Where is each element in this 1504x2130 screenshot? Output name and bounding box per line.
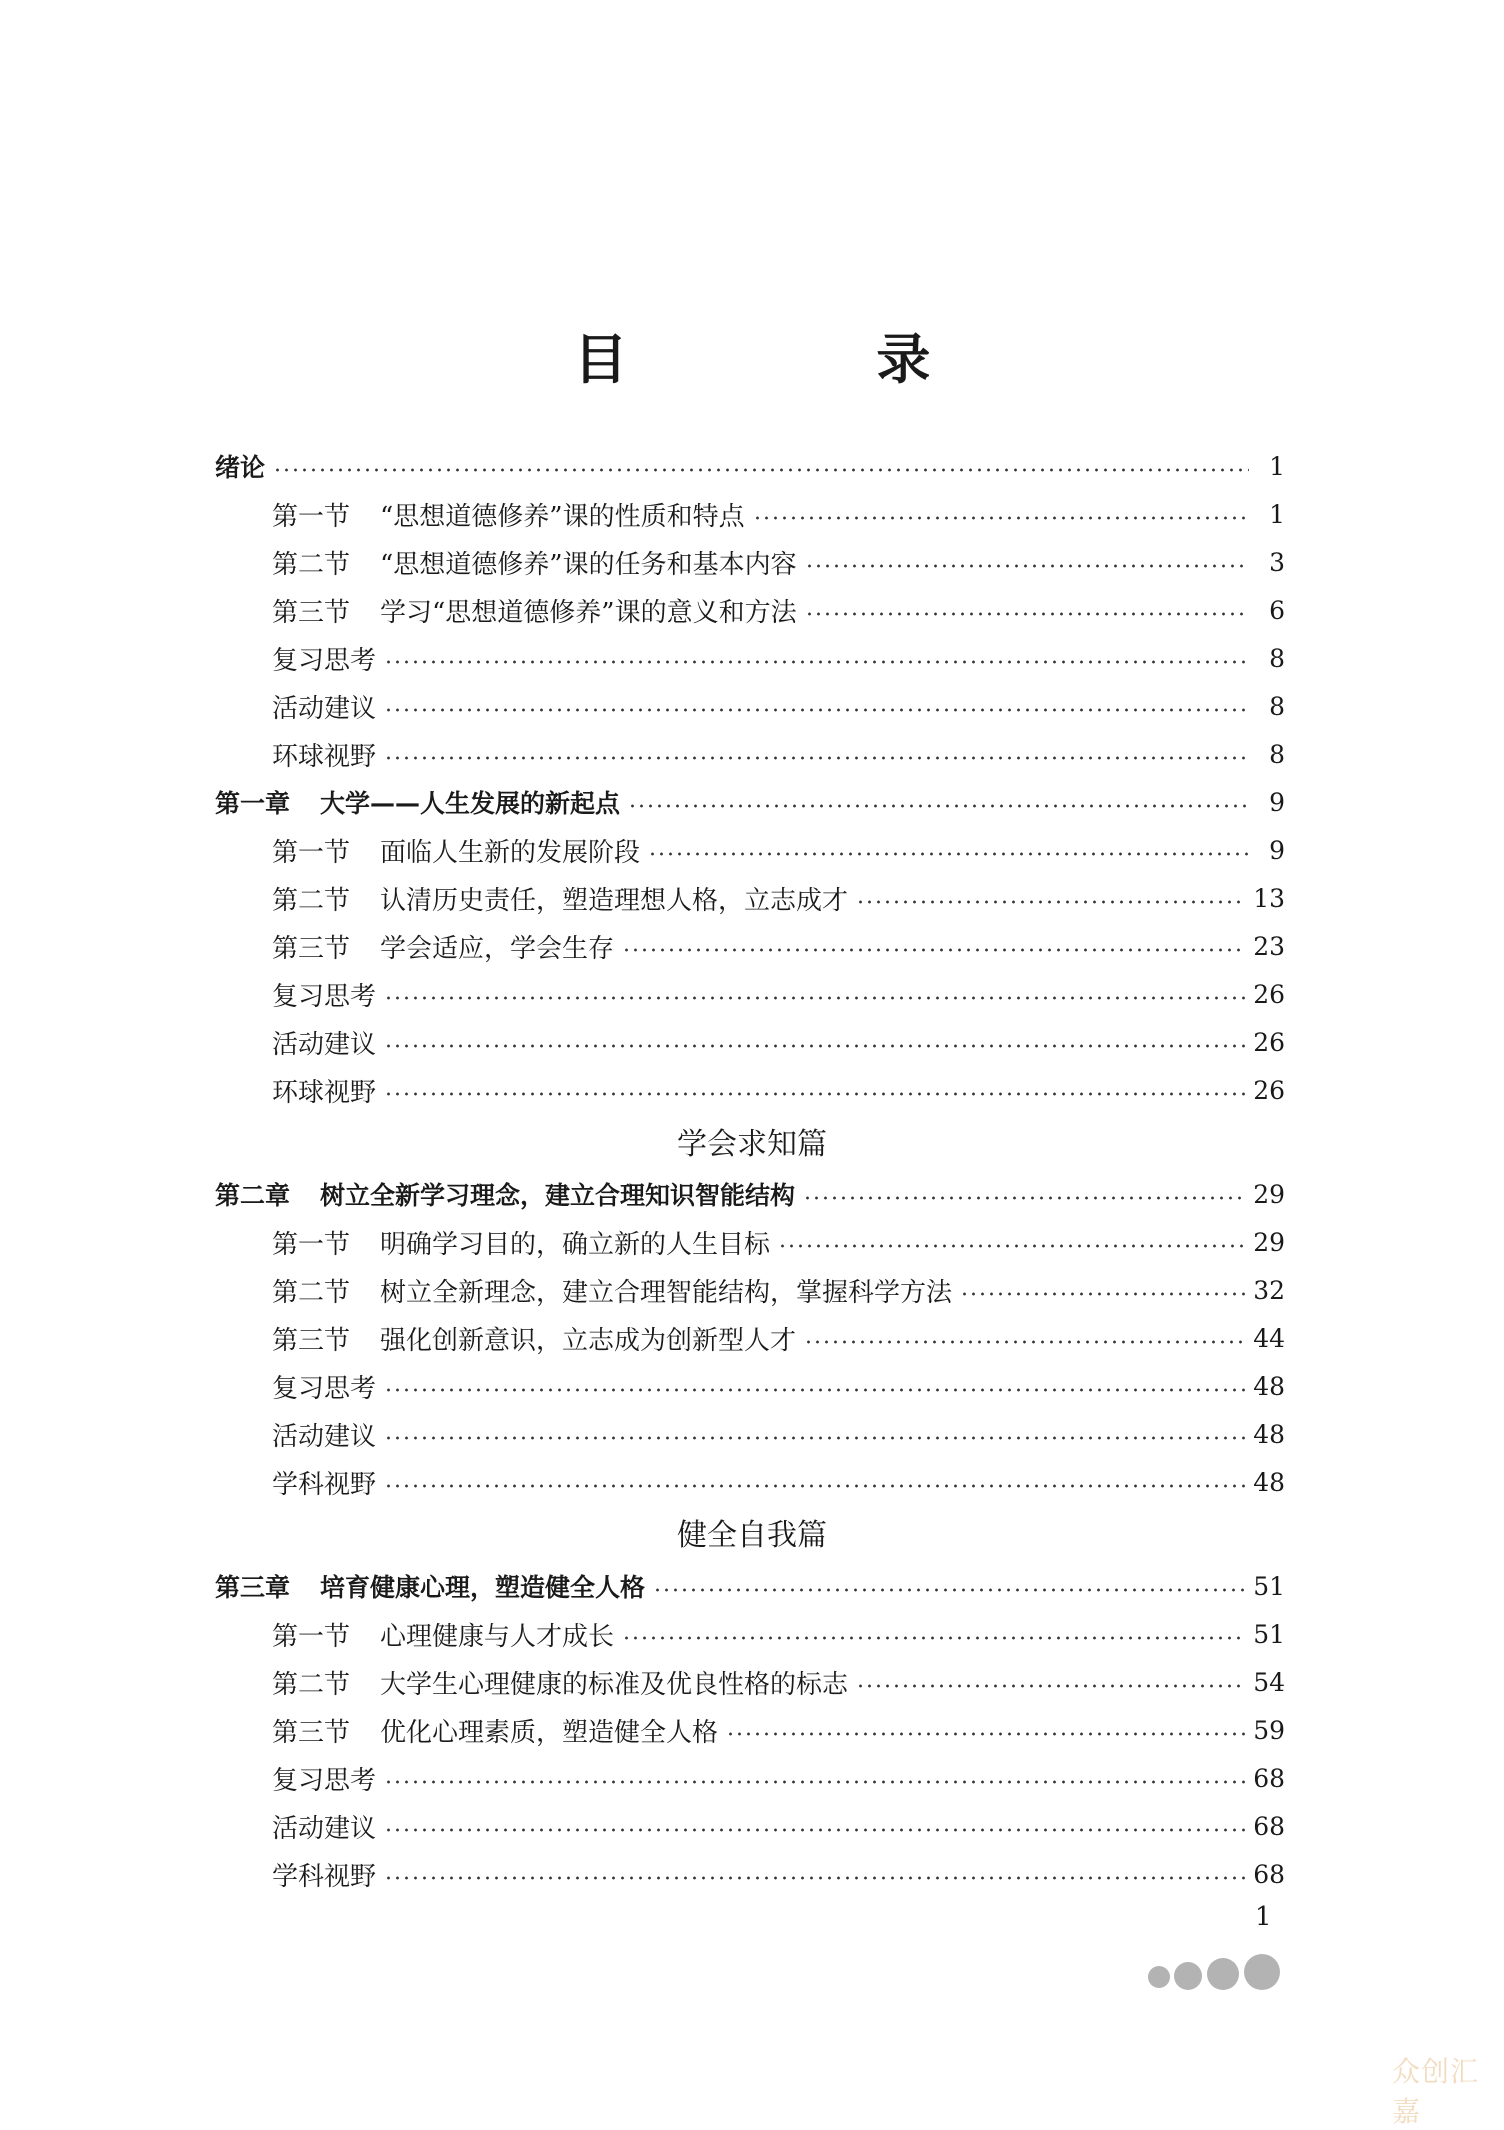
toc-title: 目 录 xyxy=(573,328,1046,391)
toc-entry-title: 复习思考 xyxy=(272,1765,377,1796)
toc-entry-label xyxy=(272,880,848,917)
dot-leader xyxy=(778,1244,1245,1248)
toc-section-entry[interactable] xyxy=(272,922,1285,970)
toc-entry-page: 68 xyxy=(1253,1811,1285,1841)
toc-entry-label xyxy=(272,1464,376,1501)
toc-entry-page: 29 xyxy=(1253,1179,1285,1209)
toc-entry-title: 大学生心理健康的标准及优良性格的标志 xyxy=(380,1669,849,1700)
toc-entry-number: 第三节 xyxy=(272,597,351,628)
toc-chapter-entry[interactable] xyxy=(215,778,1285,826)
toc-entry-title: 优化心理素质，塑造健全人格 xyxy=(380,1717,719,1748)
toc-entry-label xyxy=(272,1320,796,1357)
page-number: 1 xyxy=(1255,1902,1272,1932)
dot-leader xyxy=(384,660,1249,664)
dot-leader xyxy=(384,1436,1245,1440)
toc-entry-label xyxy=(215,784,620,820)
toc-entry-page: 1 xyxy=(1269,499,1285,529)
toc-entry-title: 复习思考 xyxy=(272,981,377,1012)
dot-leader xyxy=(648,852,1249,856)
toc-entry-title: 学科视野 xyxy=(272,1861,377,1892)
toc-entry-label xyxy=(272,1368,376,1405)
toc-chapter-entry[interactable] xyxy=(215,1170,1285,1218)
toc-section-entry[interactable] xyxy=(272,1706,1285,1754)
toc-entry-number: 第一章 xyxy=(215,789,291,818)
toc-section-entry[interactable] xyxy=(272,1266,1285,1314)
dot-leader xyxy=(804,1340,1245,1344)
toc-entry-title: 活动建议 xyxy=(272,1813,377,1844)
toc-entry-label xyxy=(272,1808,376,1845)
toc-section-entry[interactable] xyxy=(272,634,1285,682)
dot-leader xyxy=(856,900,1245,904)
toc-entry-page: 8 xyxy=(1269,739,1285,769)
toc-entry-label xyxy=(272,1224,770,1261)
toc-entry-page: 48 xyxy=(1253,1419,1285,1449)
toc-entry-title: 学习“思想道德修养”课的意义和方法 xyxy=(380,597,797,628)
toc-section-entry[interactable] xyxy=(272,970,1285,1018)
toc-entry-title: 活动建议 xyxy=(272,1029,377,1060)
toc-entry-label xyxy=(272,1856,376,1893)
toc-section-entry[interactable] xyxy=(272,1018,1285,1066)
toc-section-entry[interactable] xyxy=(272,874,1285,922)
toc-entry-label xyxy=(272,544,797,581)
toc-entry-page: 26 xyxy=(1253,1027,1285,1057)
dot-leader xyxy=(384,708,1249,712)
toc-entry-title: 强化创新意识，立志成为创新型人才 xyxy=(380,1325,797,1356)
toc-entry-page: 59 xyxy=(1253,1715,1285,1745)
dot-leader xyxy=(856,1684,1245,1688)
decor-dot-2 xyxy=(1174,1962,1202,1990)
toc-entry-number: 第三节 xyxy=(272,1325,351,1356)
toc-entry-title: 树立全新理念，建立合理智能结构，掌握科学方法 xyxy=(380,1277,953,1308)
dot-leader xyxy=(805,564,1249,568)
dot-leader xyxy=(384,996,1245,1000)
toc-entry-label xyxy=(215,1176,795,1212)
toc-entry-number: 第二节 xyxy=(272,1669,351,1700)
part-heading: 学会求知篇 xyxy=(677,1127,827,1162)
toc-entry-page: 9 xyxy=(1269,835,1285,865)
toc-section-entry[interactable] xyxy=(272,730,1285,778)
toc-entry-label xyxy=(272,1664,848,1701)
toc-entry-label xyxy=(272,928,614,965)
watermark: 众创汇嘉 xyxy=(1392,2055,1480,2128)
toc-entry-page: 29 xyxy=(1253,1227,1285,1257)
toc-entry-title: 环球视野 xyxy=(272,1077,377,1108)
dot-leader xyxy=(726,1732,1245,1736)
toc-section-entry[interactable] xyxy=(272,1066,1285,1114)
toc-chapter-entry[interactable] xyxy=(215,442,1285,490)
dot-leader xyxy=(384,1780,1245,1784)
toc-entry-page: 68 xyxy=(1253,1859,1285,1889)
toc-entry-number: 第二节 xyxy=(272,1277,351,1308)
toc-entry-label xyxy=(272,1760,376,1797)
toc-entry-label xyxy=(272,736,376,773)
toc-entry-title: “思想道德修养”课的任务和基本内容 xyxy=(380,549,797,580)
dot-leader xyxy=(803,1196,1245,1200)
dot-leader xyxy=(628,804,1249,808)
toc-entry-title: 绪论 xyxy=(215,453,266,482)
toc-section-entry[interactable] xyxy=(272,490,1285,538)
toc-entry-title: 培育健康心理，塑造健全人格 xyxy=(320,1573,646,1602)
toc-entry-title: 复习思考 xyxy=(272,1373,377,1404)
toc-entry-label xyxy=(272,592,797,629)
toc-chapter-entry[interactable] xyxy=(215,1562,1285,1610)
toc-entry-page: 23 xyxy=(1253,931,1285,961)
toc-section-entry[interactable] xyxy=(272,1362,1285,1410)
toc-entry-number: 第一节 xyxy=(272,837,351,868)
toc-entry-number: 第二节 xyxy=(272,549,351,580)
part-heading: 健全自我篇 xyxy=(677,1518,827,1553)
decor-dot-3 xyxy=(1207,1958,1239,1990)
dot-leader xyxy=(805,612,1249,616)
toc-section-entry[interactable] xyxy=(272,1754,1285,1802)
toc-entry-title: 环球视野 xyxy=(272,741,377,772)
toc-entry-number: 第一节 xyxy=(272,1229,351,1260)
toc-entry-label xyxy=(272,1616,614,1653)
toc-entry-number: 第二章 xyxy=(215,1181,291,1210)
toc-section-entry[interactable] xyxy=(272,1802,1285,1850)
dot-leader xyxy=(753,516,1249,520)
toc-section-entry[interactable] xyxy=(272,1658,1285,1706)
toc-entry-page: 54 xyxy=(1253,1667,1285,1697)
toc-entry-page: 8 xyxy=(1269,643,1285,673)
toc-section-entry[interactable] xyxy=(272,1458,1285,1506)
toc-entry-page: 48 xyxy=(1253,1371,1285,1401)
dot-leader xyxy=(384,1876,1245,1880)
toc-entry-title: 面临人生新的发展阶段 xyxy=(380,837,641,868)
toc-entry-label xyxy=(272,1712,718,1749)
toc-entry-page: 48 xyxy=(1253,1467,1285,1497)
toc-entry-page: 1 xyxy=(1269,451,1285,481)
decor-dot-1 xyxy=(1148,1966,1170,1988)
toc-entry-number: 第一节 xyxy=(272,1621,351,1652)
toc-entry-number: 第二节 xyxy=(272,885,351,916)
dot-leader xyxy=(384,1044,1245,1048)
toc-entry-page: 32 xyxy=(1253,1275,1285,1305)
toc-entry-page: 26 xyxy=(1253,1075,1285,1105)
dot-leader xyxy=(384,1092,1245,1096)
toc-entry-label xyxy=(215,1568,645,1604)
toc-entry-number: 第三章 xyxy=(215,1573,291,1602)
toc-entry-label xyxy=(272,1416,376,1453)
toc-entry-label xyxy=(272,496,745,533)
dot-leader xyxy=(384,756,1249,760)
toc-entry-page: 6 xyxy=(1269,595,1285,625)
toc-entry-title: 树立全新学习理念，建立合理知识智能结构 xyxy=(320,1181,796,1210)
toc-entry-number: 第三节 xyxy=(272,1717,351,1748)
toc-entry-label xyxy=(272,1024,376,1061)
toc-section-entry[interactable] xyxy=(272,1850,1285,1898)
toc-entry-label xyxy=(272,832,640,869)
toc-entry-page: 44 xyxy=(1253,1323,1285,1353)
toc-entry-title: 学会适应，学会生存 xyxy=(380,933,615,964)
dot-leader xyxy=(622,948,1245,952)
toc-entry-label xyxy=(272,640,376,677)
toc-entry-label xyxy=(272,1272,952,1309)
toc-entry-title: 明确学习目的，确立新的人生目标 xyxy=(380,1229,771,1260)
toc-section-entry[interactable] xyxy=(272,826,1285,874)
toc-entry-number: 第三节 xyxy=(272,933,351,964)
toc-entry-page: 3 xyxy=(1269,547,1285,577)
toc-section-entry[interactable] xyxy=(272,586,1285,634)
toc-section-entry[interactable] xyxy=(272,1314,1285,1362)
decor-dot-4 xyxy=(1244,1954,1280,1990)
toc-entry-title: 复习思考 xyxy=(272,645,377,676)
dot-leader xyxy=(384,1388,1245,1392)
dot-leader xyxy=(384,1828,1245,1832)
dot-leader xyxy=(384,1484,1245,1488)
toc-entry-page: 8 xyxy=(1269,691,1285,721)
toc-entry-page: 26 xyxy=(1253,979,1285,1009)
toc-entry-page: 68 xyxy=(1253,1763,1285,1793)
toc-entry-title: 心理健康与人才成长 xyxy=(380,1621,615,1652)
toc-entry-title: 大学——人生发展的新起点 xyxy=(320,789,621,818)
toc-entry-label xyxy=(272,976,376,1013)
toc-entry-title: “思想道德修养”课的性质和特点 xyxy=(380,501,745,532)
dot-leader xyxy=(622,1636,1245,1640)
toc-section-entry[interactable] xyxy=(272,538,1285,586)
dot-leader xyxy=(653,1588,1245,1592)
toc-entry-label xyxy=(272,688,376,725)
toc-section-entry[interactable] xyxy=(272,1610,1285,1658)
toc-entry-title: 学科视野 xyxy=(272,1469,377,1500)
toc-entry-page: 51 xyxy=(1253,1619,1285,1649)
toc-entry-title: 认清历史责任，塑造理想人格，立志成才 xyxy=(380,885,849,916)
toc-section-entry[interactable] xyxy=(272,1410,1285,1458)
toc-entry-page: 9 xyxy=(1269,787,1285,817)
toc-entry-page: 13 xyxy=(1253,883,1285,913)
toc-section-entry[interactable] xyxy=(272,682,1285,730)
dot-leader xyxy=(273,468,1249,472)
toc-entry-label xyxy=(272,1072,376,1109)
dot-leader xyxy=(960,1292,1245,1296)
toc-entry-number: 第一节 xyxy=(272,501,351,532)
toc-entry-title: 活动建议 xyxy=(272,693,377,724)
toc-entry-title: 活动建议 xyxy=(272,1421,377,1452)
toc-entry-page: 51 xyxy=(1253,1571,1285,1601)
toc-entry-label xyxy=(215,448,265,484)
toc-section-entry[interactable] xyxy=(272,1218,1285,1266)
